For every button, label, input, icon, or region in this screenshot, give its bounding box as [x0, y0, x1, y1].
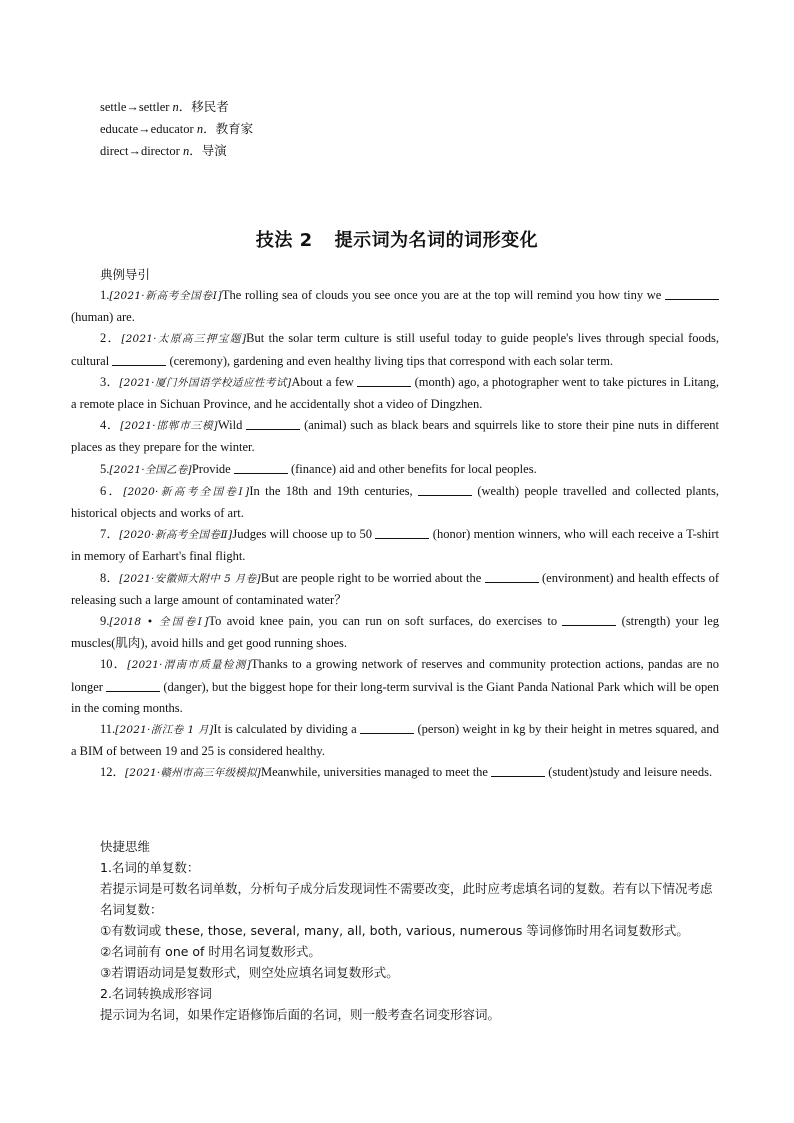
item-number: 7． — [100, 527, 120, 542]
vocab-list — [100, 96, 253, 162]
vocab-pos: n — [182, 144, 190, 158]
item-text-before: Meanwhile, universities managed to meet the — [260, 765, 492, 780]
exercise-item — [71, 285, 719, 328]
heading-label: 技法 2 — [255, 230, 313, 251]
item-text-after: (human) are. — [71, 310, 135, 325]
item-source: [2021·邯郸市三模] — [120, 420, 218, 433]
item-text-before: In the 18th and 19th centuries, — [249, 483, 418, 498]
exercise-item — [71, 372, 719, 415]
item-text-before: About a few — [291, 374, 358, 389]
answer-blank[interactable] — [112, 353, 166, 366]
exercise-item — [71, 719, 719, 762]
answer-blank[interactable] — [375, 526, 429, 539]
item-number: 9. — [100, 614, 110, 629]
item-text-before: The rolling sea of clouds you see once you are at the top will remind you how tiny we — [221, 288, 665, 302]
exercise-item — [71, 415, 719, 458]
answer-blank[interactable] — [562, 613, 616, 626]
exercise-item — [71, 524, 719, 567]
item-text-before: Judges will choose up to 50 — [232, 527, 376, 542]
notes-point: ③若谓语动词是复数形式，则空处应填名词复数形式。 — [100, 965, 399, 980]
vocab-row — [100, 140, 253, 162]
item-text-before: To avoid knee pain, you can run on soft surfaces, do exercises to — [208, 614, 563, 629]
vocab-word: direct→director — [100, 144, 183, 158]
vocab-pos: n — [172, 100, 179, 114]
item-source: [2021·太原高三押宝题] — [121, 333, 247, 346]
vocab-meaning: ．移民者 — [178, 100, 229, 114]
item-number: 1. — [100, 288, 110, 302]
item-text-after: (finance) aid and other benefits for local peoples. — [287, 461, 537, 476]
vocab-row — [100, 118, 253, 140]
item-source: [2021·渭南市质量检测] — [127, 659, 251, 672]
answer-blank[interactable] — [234, 461, 288, 474]
examples-title: 典例导引 — [100, 267, 151, 282]
item-number: 10． — [100, 657, 128, 672]
item-text-before: But are people right to be worried about the — [260, 570, 485, 585]
answer-blank[interactable] — [665, 287, 719, 300]
quick-thinking-notes — [71, 836, 721, 1025]
notes-point: ②名词前有 one of 时用名词复数形式。 — [100, 944, 321, 959]
exercise-item — [71, 481, 719, 524]
notes-title: 快捷思维 — [100, 839, 151, 854]
item-text-after: (environment) and health effects of releasing such a large amount of contaminated water？ — [71, 570, 719, 607]
answer-blank[interactable] — [360, 721, 414, 734]
item-text-after: (animal) such as black bears and squirrels like to store their pine nuts in different places as they prepare for the winter. — [71, 418, 720, 455]
exercise-item — [71, 459, 719, 481]
item-text-after: (danger), but the biggest hope for their long-term survival is the Giant Panda National Park which will be open in the coming months. — [71, 679, 719, 715]
vocab-word: educate→educator — [100, 122, 197, 136]
item-text-before: It is calculated by dividing a — [213, 722, 361, 737]
exercise-item — [71, 762, 719, 784]
section-heading — [0, 226, 794, 252]
item-number: 6． — [100, 483, 124, 498]
vocab-row — [100, 96, 253, 118]
item-text-after: (person) weight in kg by their height in metres squared, and a BIM of between 19 and 25 is considered healthy. — [71, 722, 719, 759]
notes-paragraph: 若提示词是可数名词单数，分析句子成分后发现词性不需要改变，此时应考虑填名词的复数。若有以下情况考虑名词复数： — [100, 881, 713, 917]
answer-blank[interactable] — [485, 570, 539, 583]
vocab-word: settle→settler — [100, 100, 173, 114]
item-source: [2021·全国乙卷] — [109, 463, 192, 476]
item-text-before: But the solar term culture is still useful today to guide people's lives through special foods, cultural — [71, 331, 719, 368]
item-source: [2020·新高考全国卷Ⅱ] — [119, 529, 233, 542]
item-number: 11. — [100, 722, 116, 737]
notes-point: ①有数词或 these, those, several, many, all, both, various, numerous 等词修饰时用名词复数形式。 — [100, 923, 689, 938]
item-number: 3． — [100, 374, 120, 389]
item-source: [2021·安徽师大附中 5 月卷] — [119, 572, 261, 585]
item-number: 5. — [100, 461, 110, 476]
notes-section-title: 2.名词转换成形容词 — [100, 986, 212, 1001]
answer-blank[interactable] — [491, 764, 545, 777]
exercise-item — [71, 654, 719, 719]
vocab-pos: n — [196, 122, 204, 136]
heading-title: 提示词为名词的词形变化 — [334, 230, 539, 251]
item-number: 8． — [100, 570, 120, 585]
item-number: 2． — [100, 331, 122, 346]
exercise-item — [71, 328, 719, 371]
exercise-item — [71, 568, 719, 611]
item-text-after: (strength) your leg muscles(肌肉), avoid hills and get good running shoes. — [71, 614, 720, 651]
item-source: [2021·浙江卷 1 月] — [115, 724, 214, 737]
item-text-before: Provide — [191, 461, 234, 476]
item-source: [2018 • 全国卷Ⅰ] — [109, 616, 209, 629]
item-number: 4． — [100, 418, 121, 433]
item-number: 12． — [100, 765, 126, 780]
item-source: [2021·厦门外国语学校适应性考试] — [119, 376, 292, 389]
answer-blank[interactable] — [357, 374, 411, 387]
item-source: [2021·新高考全国卷Ⅰ] — [109, 290, 222, 302]
item-text-after: (student)study and leisure needs. — [545, 765, 713, 780]
answer-blank[interactable] — [246, 417, 300, 430]
answer-blank[interactable] — [418, 483, 472, 496]
item-text-after: (honor) mention winners, who will each receive a T-shirt in memory of Earhart's final flight. — [71, 527, 719, 564]
vocab-meaning: ．教育家 — [203, 122, 254, 136]
item-text-after: (ceremony), gardening and even healthy living tips that correspond with each solar term. — [166, 353, 614, 368]
exercise-item — [71, 611, 719, 654]
item-text-before: Thanks to a growing network of reserves and community protection actions, pandas are no longer — [71, 657, 719, 694]
notes-paragraph: 提示词为名词，如果作定语修饰后面的名词，则一般考查名词变形容词。 — [100, 1007, 501, 1022]
item-text-after: (wealth) people travelled and collected plants, historical objects and works of art. — [71, 483, 719, 521]
answer-blank[interactable] — [106, 679, 160, 692]
item-text-after: (month) ago, a photographer went to take pictures in Litang, a remote place in Sichuan Province, and he accidentally shot a video of Dingzhen. — [71, 374, 719, 412]
exercise-list — [71, 285, 719, 785]
item-source: [2021·赣州市高三年级模拟] — [125, 767, 261, 780]
notes-section-title: 1.名词的单复数： — [100, 860, 200, 875]
item-text-before: Wild — [217, 418, 247, 433]
item-source: [2020·新高考全国卷Ⅰ] — [123, 485, 250, 498]
vocab-meaning: ．导演 — [189, 144, 227, 158]
